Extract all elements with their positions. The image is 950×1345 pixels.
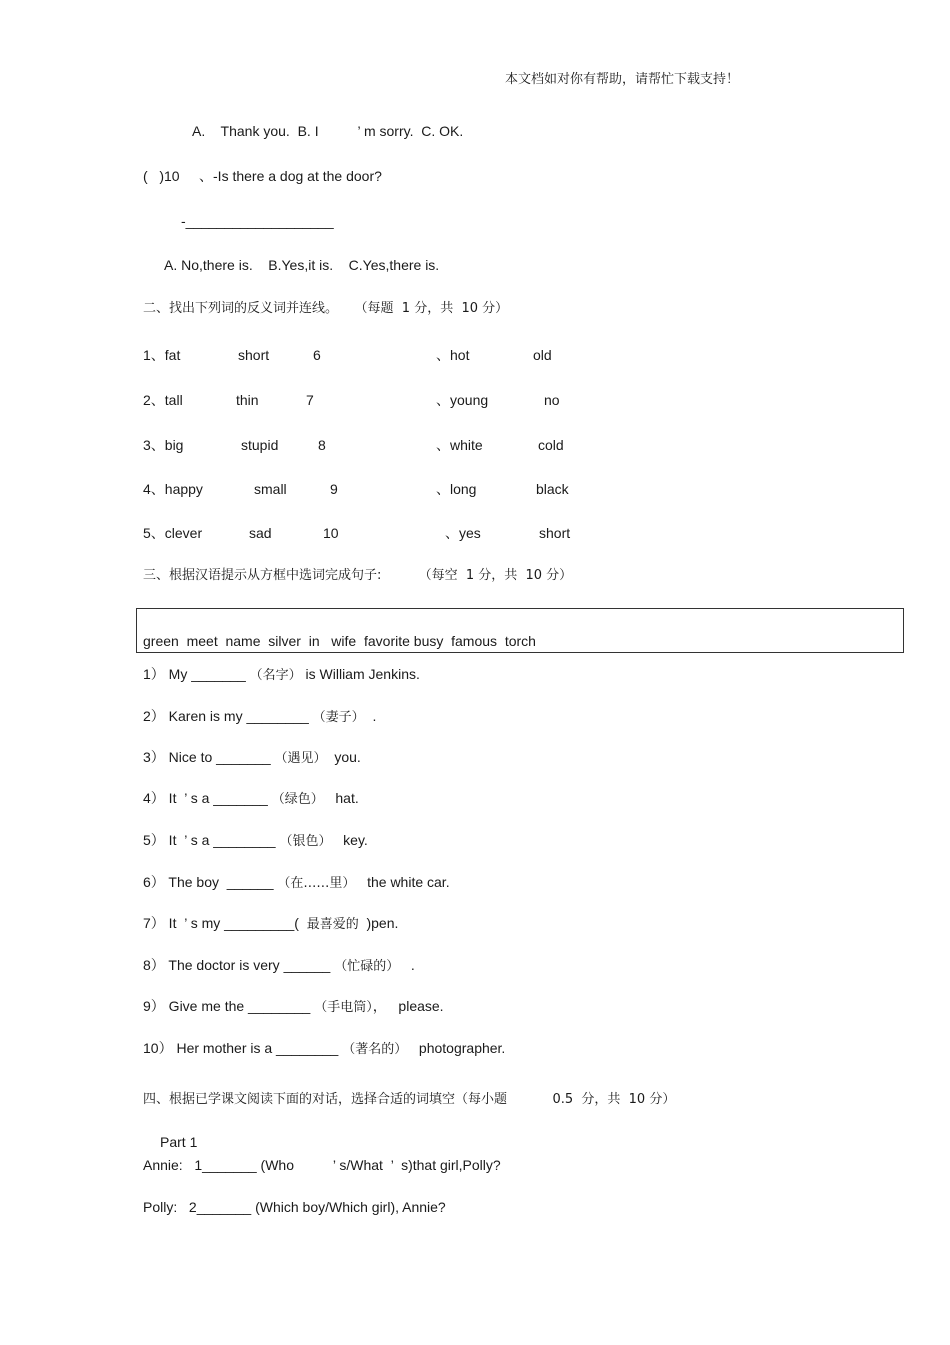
- antonym-number: 7: [306, 392, 314, 408]
- question-9-options: A. Thank you. B. I ’ m sorry. C. OK.: [192, 123, 464, 139]
- antonym-option: short: [539, 525, 571, 541]
- item-text: you.: [326, 749, 361, 765]
- item-hint: （在……里）: [277, 876, 356, 891]
- item-hint: （手电筒）: [314, 1000, 373, 1015]
- section-3-title: 三、根据汉语提示从方框中选词完成句子: （每空 1 分，共 10 分）: [143, 568, 573, 583]
- item-text: 9） Give me the ________: [143, 998, 315, 1014]
- antonym-number: 6: [313, 347, 321, 363]
- item-text: photographer.: [407, 1040, 506, 1056]
- antonym-word: 、hot: [436, 347, 470, 363]
- antonym-number: 8: [318, 437, 326, 453]
- fill-in-item: [143, 665, 420, 685]
- item-text: 5） It ’ s a ________: [143, 832, 280, 848]
- question-10-options: A. No,there is. B.Yes,it is. C.Yes,there is.: [164, 257, 440, 273]
- fill-in-item: [143, 748, 361, 768]
- section-2-title: 二、找出下列词的反义词并连线。 （每题 1 分，共 10 分）: [143, 301, 509, 316]
- item-hint: （遇见）: [274, 751, 327, 766]
- item-hint: （银色）: [279, 834, 332, 849]
- item-text: 10） Her mother is a ________: [143, 1040, 343, 1056]
- antonym-word: 4、happy: [143, 481, 203, 497]
- fill-in-item: [143, 831, 368, 851]
- dialogue-line: Annie: 1_______ (Who ’ s/What ’ s)that girl,Polly?: [143, 1157, 501, 1173]
- item-text: 6） The boy ______: [143, 874, 278, 890]
- item-text: .: [364, 708, 377, 724]
- item-text: is William Jenkins.: [301, 666, 420, 682]
- fill-in-item: [143, 873, 450, 893]
- item-hint: （名字）: [249, 668, 302, 683]
- fill-in-item: [143, 707, 376, 727]
- item-text: 1） My _______: [143, 666, 250, 682]
- fill-in-item: [143, 956, 415, 976]
- item-text: 3） Nice to _______: [143, 749, 275, 765]
- antonym-word: 、young: [436, 392, 489, 408]
- fill-in-item: [143, 789, 359, 809]
- antonym-option: thin: [236, 392, 259, 408]
- question-10: ( )10 、-Is there a dog at the door?: [143, 168, 382, 184]
- item-hint: （绿色）: [271, 792, 324, 807]
- item-text: hat.: [323, 790, 359, 806]
- fill-in-item: [143, 914, 398, 934]
- antonym-word: 1、fat: [143, 347, 181, 363]
- item-text: 4） It ’ s a _______: [143, 790, 272, 806]
- part-label: Part 1: [160, 1134, 198, 1150]
- antonym-option: short: [238, 347, 270, 363]
- item-text: .: [399, 957, 415, 973]
- item-text: 2） Karen is my ________: [143, 708, 313, 724]
- item-text: 8） The doctor is very ______: [143, 957, 335, 973]
- item-text: the white car.: [355, 874, 450, 890]
- item-hint: 最喜爱的: [306, 917, 359, 932]
- antonym-word: 、white: [436, 437, 483, 453]
- antonym-option: old: [533, 347, 552, 363]
- header-note: 本文档如对你有帮助，请帮忙下载支持！: [505, 72, 740, 87]
- antonym-word: 、yes: [445, 525, 481, 541]
- item-hint: （妻子）: [312, 710, 365, 725]
- section-4-title: 四、根据已学课文阅读下面的对话，选择合适的词填空（每小题 0.5 分，共 10 分）: [143, 1092, 676, 1107]
- item-hint: （著名的）: [342, 1042, 408, 1057]
- antonym-number: 9: [330, 481, 338, 497]
- fill-in-item: [143, 997, 444, 1017]
- dialogue-line: Polly: 2_______ (Which boy/Which girl), Annie?: [143, 1199, 446, 1215]
- answer-line: -___________________: [181, 213, 334, 229]
- item-text: )pen.: [358, 915, 399, 931]
- fill-in-item: [143, 1039, 505, 1059]
- antonym-option: small: [254, 481, 287, 497]
- item-text: key.: [331, 832, 368, 848]
- item-text: 7） It ’ s my _________(: [143, 915, 307, 931]
- antonym-word: 2、tall: [143, 392, 183, 408]
- antonym-option: no: [544, 392, 560, 408]
- word-box-text: green meet name silver in wife favorite busy famous torch: [143, 633, 536, 649]
- item-text: ， please.: [372, 998, 444, 1014]
- antonym-option: sad: [249, 525, 272, 541]
- antonym-option: stupid: [241, 437, 279, 453]
- antonym-number: 10: [323, 525, 339, 541]
- item-hint: （忙碌的）: [334, 959, 400, 974]
- antonym-word: 3、big: [143, 437, 184, 453]
- antonym-word: 、long: [436, 481, 477, 497]
- antonym-word: 5、clever: [143, 525, 203, 541]
- antonym-option: cold: [538, 437, 564, 453]
- antonym-option: black: [536, 481, 569, 497]
